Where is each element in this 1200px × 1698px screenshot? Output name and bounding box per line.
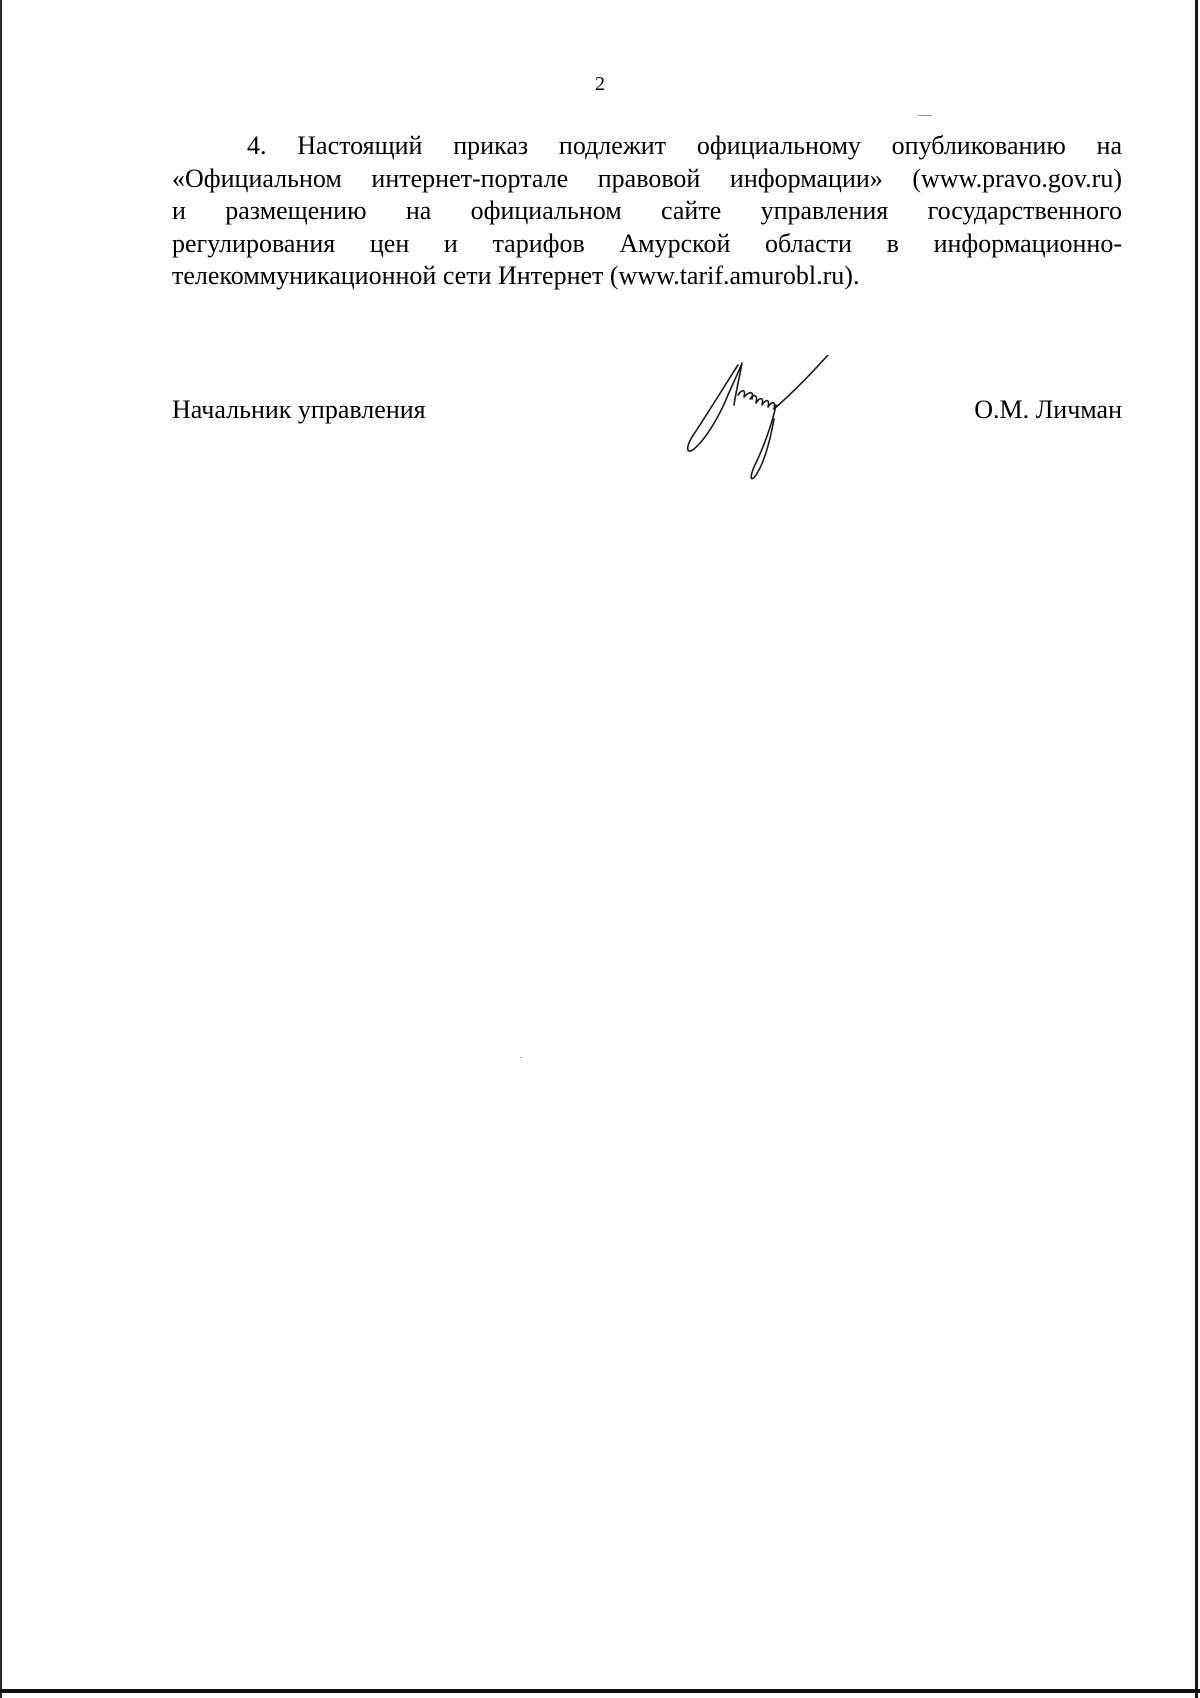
paragraph-line: 4. Настоящий приказ подлежит официальному опубликованию на	[247, 131, 1122, 160]
signatory-name: О.М. Личман	[974, 395, 1122, 424]
order-paragraph-4	[172, 130, 1122, 293]
paragraph-line: регулирования цен и тарифов Амурской области в информационно-	[172, 228, 1122, 258]
scan-dust-mark	[520, 1057, 522, 1058]
signatory-position: Начальник управления	[172, 395, 426, 424]
scan-dust-mark	[918, 115, 932, 116]
paragraph-line: телекоммуникационной сети Интернет (www.tarif.amurobl.ru).	[172, 261, 860, 290]
scan-edge-bottom	[0, 1689, 1200, 1693]
page-number: 2	[595, 73, 605, 95]
handwritten-signature-icon	[680, 355, 845, 485]
paragraph-line: и размещению на официальном сайте управления государственного	[172, 196, 1122, 225]
paragraph-line: «Официальном интернет-портале правовой информации» (www.pravo.gov.ru)	[172, 163, 1122, 193]
scan-edge-right	[1195, 0, 1198, 1698]
scan-edge-left	[0, 0, 2, 1698]
